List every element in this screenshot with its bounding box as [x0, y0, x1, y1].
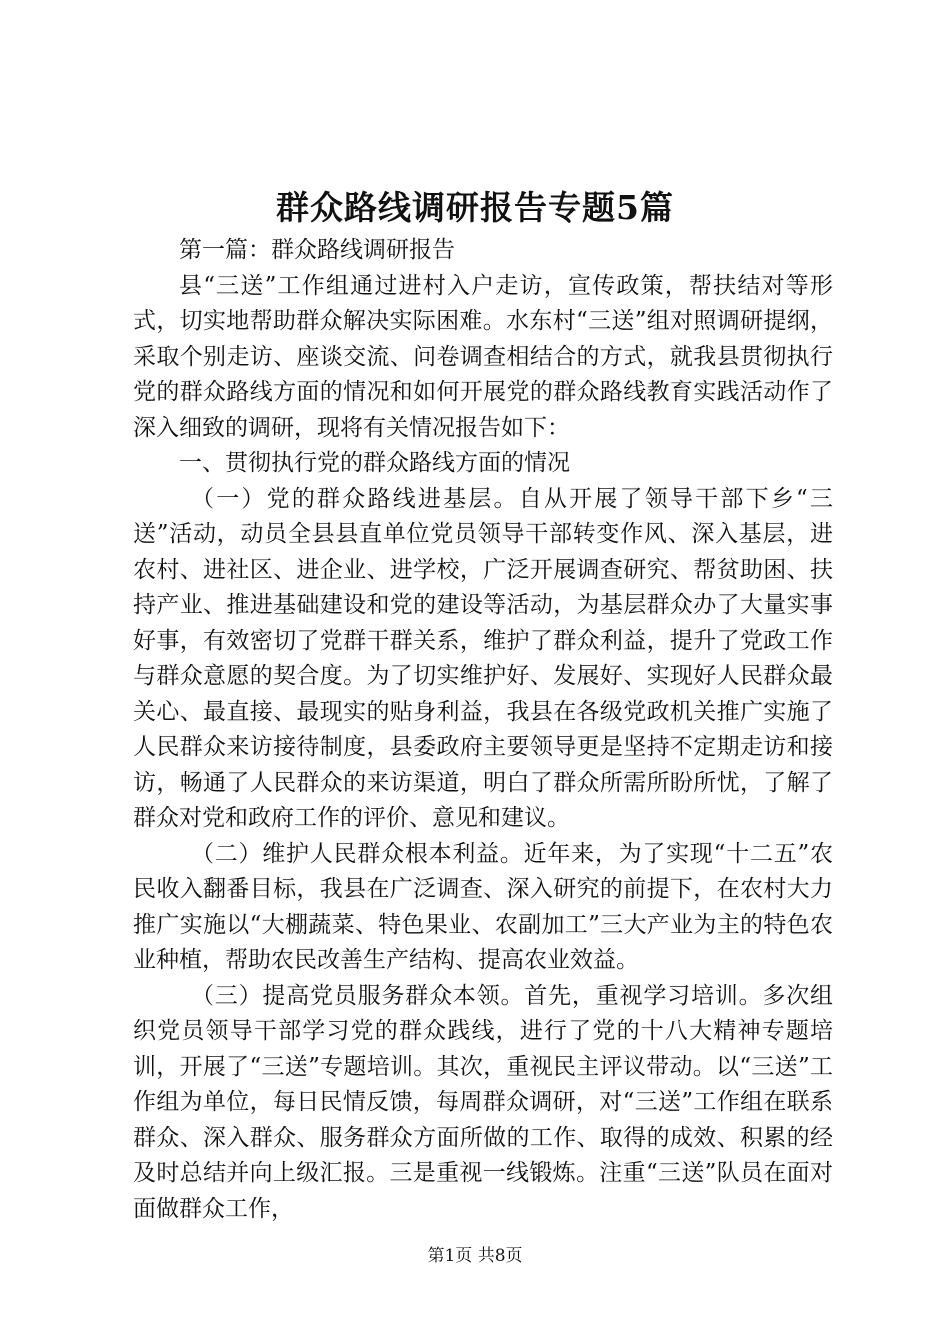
page-footer: 第1页 共8页	[427, 1246, 523, 1266]
document-title: 群众路线调研报告专题5篇	[276, 188, 674, 227]
section-heading: 第一篇：群众路线调研报告	[179, 237, 455, 263]
document-body	[133, 233, 833, 1227]
section-heading: 一、贯彻执行党的群众路线方面的情况	[179, 450, 570, 476]
body-paragraph: （三）提高党员服务群众本领。首先，重视学习培训。多次组织党员领导干部学习党的群众践线，进行了党的十八大精神专题培训，开展了“三送”专题培训。其次，重视民主评议带动。以“三送”工作组为单位，每日民情反馈，每周群众调研，对“三送”工作组在联系群众、深入群众、服务群众方面所做的工作、取得的成效、积累的经及时总结并向上级汇报。三是重视一线锻炼。注重“三送”队员在面对面做群众工作，	[133, 982, 833, 1222]
body-paragraph: （一）党的群众路线进基层。自从开展了领导干部下乡“三送”活动，动员全县县直单位党员领导干部转变作风、深入基层，进农村、进社区、进企业、进学校，广泛开展调查研究、帮贫助困、扶持产业、推进基础建设和党的建设等活动，为基层群众办了大量实事好事，有效密切了党群干群关系，维护了群众利益，提升了党政工作与群众意愿的契合度。为了切实维护好、发展好、实现好人民群众最关心、最直接、最现实的贴身利益，我县在各级党政机关推广实施了人民群众来访接待制度，县委政府主要领导更是坚持不定期走访和接访，畅通了人民群众的来访渠道，明白了群众所需所盼所忧，了解了群众对党和政府工作的评价、意见和建议。	[133, 485, 833, 831]
body-paragraph: 县“三送”工作组通过进村入户走访，宣传政策，帮扶结对等形式，切实地帮助群众解决实际困难。水东村“三送”组对照调研提纲，采取个别走访、座谈交流、问卷调查相结合的方式，就我县贯彻执行党的群众路线方面的情况和如何开展党的群众路线教育实践活动作了深入细致的调研，现将有关情况报告如下：	[133, 272, 833, 441]
body-paragraph: （二）维护人民群众根本利益。近年来，为了实现“十二五”农民收入翻番目标，我县在广泛调查、深入研究的前提下，在农村大力推广实施以“大棚蔬菜、特色果业、农副加工”三大产业为主的特色农业种植，帮助农民改善生产结构、提高农业效益。	[133, 840, 833, 973]
